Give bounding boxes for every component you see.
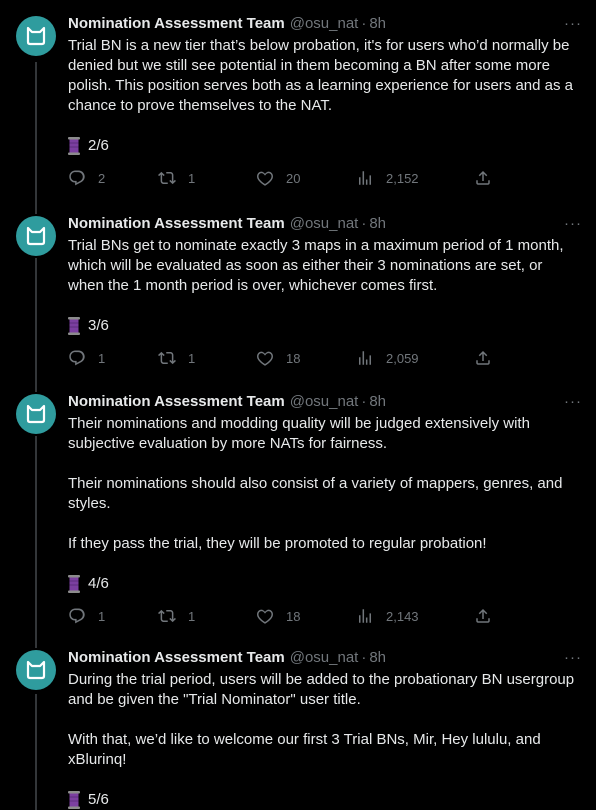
view-count: 2,059 [386, 350, 419, 366]
reply-count: 1 [98, 350, 106, 366]
retweet-icon [158, 607, 176, 625]
thread-spool-icon [68, 137, 80, 155]
retweet-button[interactable] [158, 607, 256, 625]
tweet[interactable] [0, 634, 596, 810]
timestamp[interactable]: 8h [369, 393, 387, 410]
cat-logo-icon [25, 660, 47, 680]
timestamp[interactable]: 8h [369, 649, 387, 666]
thread-counter: 2/6 [88, 137, 109, 154]
reply-count: 2 [98, 170, 106, 186]
tweet-text: Their nominations and modding quality will be judged extensively with subjective evaluation by more NATs for fairness. Their nominations should also consist of a variety of mappers, genres, and styles. If they pass the trial, they will be promoted to regular probation! [68, 415, 563, 552]
views-button[interactable] [356, 349, 474, 367]
thread-counter: 3/6 [88, 317, 109, 334]
avatar[interactable] [16, 394, 56, 434]
more-options-icon[interactable]: ··· [564, 393, 582, 410]
author-name[interactable]: Nomination Assessment Team [68, 393, 285, 410]
like-count: 18 [286, 350, 301, 366]
share-button[interactable] [474, 169, 492, 187]
thread-spool-icon [68, 791, 80, 809]
share-button[interactable] [474, 349, 492, 367]
more-options-icon[interactable]: ··· [564, 15, 582, 32]
like-button[interactable] [256, 349, 356, 367]
tweet-text: Trial BNs get to nominate exactly 3 maps in a maximum period of 1 month, which will be evaluated as soon as either their 3 nominations are set, or when the 1 month period is over, whichever comes first. [68, 237, 568, 294]
separator-dot: · [361, 649, 367, 666]
tweet[interactable] [0, 0, 596, 200]
avatar[interactable] [16, 16, 56, 56]
author-name[interactable]: Nomination Assessment Team [68, 649, 285, 666]
cat-logo-icon [25, 226, 47, 246]
author-name[interactable]: Nomination Assessment Team [68, 15, 285, 32]
author-handle[interactable]: @osu_nat [289, 649, 359, 666]
author-handle[interactable]: @osu_nat [289, 393, 359, 410]
view-count: 2,152 [386, 170, 419, 186]
separator-dot: · [361, 15, 367, 32]
reply-button[interactable] [68, 349, 158, 367]
avatar[interactable] [16, 650, 56, 690]
like-count: 20 [286, 170, 301, 186]
views-button[interactable] [356, 607, 474, 625]
share-icon [474, 349, 492, 367]
separator-dot: · [361, 215, 367, 232]
like-button[interactable] [256, 607, 356, 625]
more-options-icon[interactable]: ··· [564, 215, 582, 232]
retweet-button[interactable] [158, 169, 256, 187]
heart-icon [256, 169, 274, 187]
reply-icon [68, 169, 86, 187]
author-handle[interactable]: @osu_nat [289, 215, 359, 232]
retweet-count: 1 [188, 170, 196, 186]
like-button[interactable] [256, 169, 356, 187]
like-count: 18 [286, 608, 301, 624]
view-count: 2,143 [386, 608, 419, 624]
separator-dot: · [361, 393, 367, 410]
thread-counter: 4/6 [88, 575, 109, 592]
author-handle[interactable]: @osu_nat [289, 15, 359, 32]
tweet[interactable] [0, 200, 596, 378]
tweet[interactable] [0, 378, 596, 634]
timestamp[interactable]: 8h [369, 15, 387, 32]
author-name[interactable]: Nomination Assessment Team [68, 215, 285, 232]
retweet-button[interactable] [158, 349, 256, 367]
share-button[interactable] [474, 607, 492, 625]
reply-button[interactable] [68, 169, 158, 187]
cat-logo-icon [25, 404, 47, 424]
thread-spool-icon [68, 317, 80, 335]
views-icon [356, 349, 374, 367]
reply-count: 1 [98, 608, 106, 624]
share-icon [474, 169, 492, 187]
retweet-icon [158, 349, 176, 367]
retweet-icon [158, 169, 176, 187]
views-icon [356, 169, 374, 187]
share-icon [474, 607, 492, 625]
tweet-text: During the trial period, users will be added to the probationary BN usergroup and be given the "Trial Nominator" user title. With that, we’d like to welcome our first 3 Trial BNs, Mir, Hey lululu, and xBlurinq! [68, 671, 575, 768]
reply-icon [68, 349, 86, 367]
views-icon [356, 607, 374, 625]
thread-counter: 5/6 [88, 791, 109, 808]
timestamp[interactable]: 8h [369, 215, 387, 232]
reply-icon [68, 607, 86, 625]
avatar[interactable] [16, 216, 56, 256]
cat-logo-icon [25, 26, 47, 46]
views-button[interactable] [356, 169, 474, 187]
retweet-count: 1 [188, 350, 196, 366]
tweet-text: Trial BN is a new tier that’s below probation, it's for users who’d normally be denied but we still see potential in them becoming a BN after some more polish. This position serves both as a learning experience for users and as a chance to prove themselves to the NAT. [68, 37, 578, 114]
more-options-icon[interactable]: ··· [564, 649, 582, 666]
heart-icon [256, 349, 274, 367]
reply-button[interactable] [68, 607, 158, 625]
heart-icon [256, 607, 274, 625]
retweet-count: 1 [188, 608, 196, 624]
thread-spool-icon [68, 575, 80, 593]
